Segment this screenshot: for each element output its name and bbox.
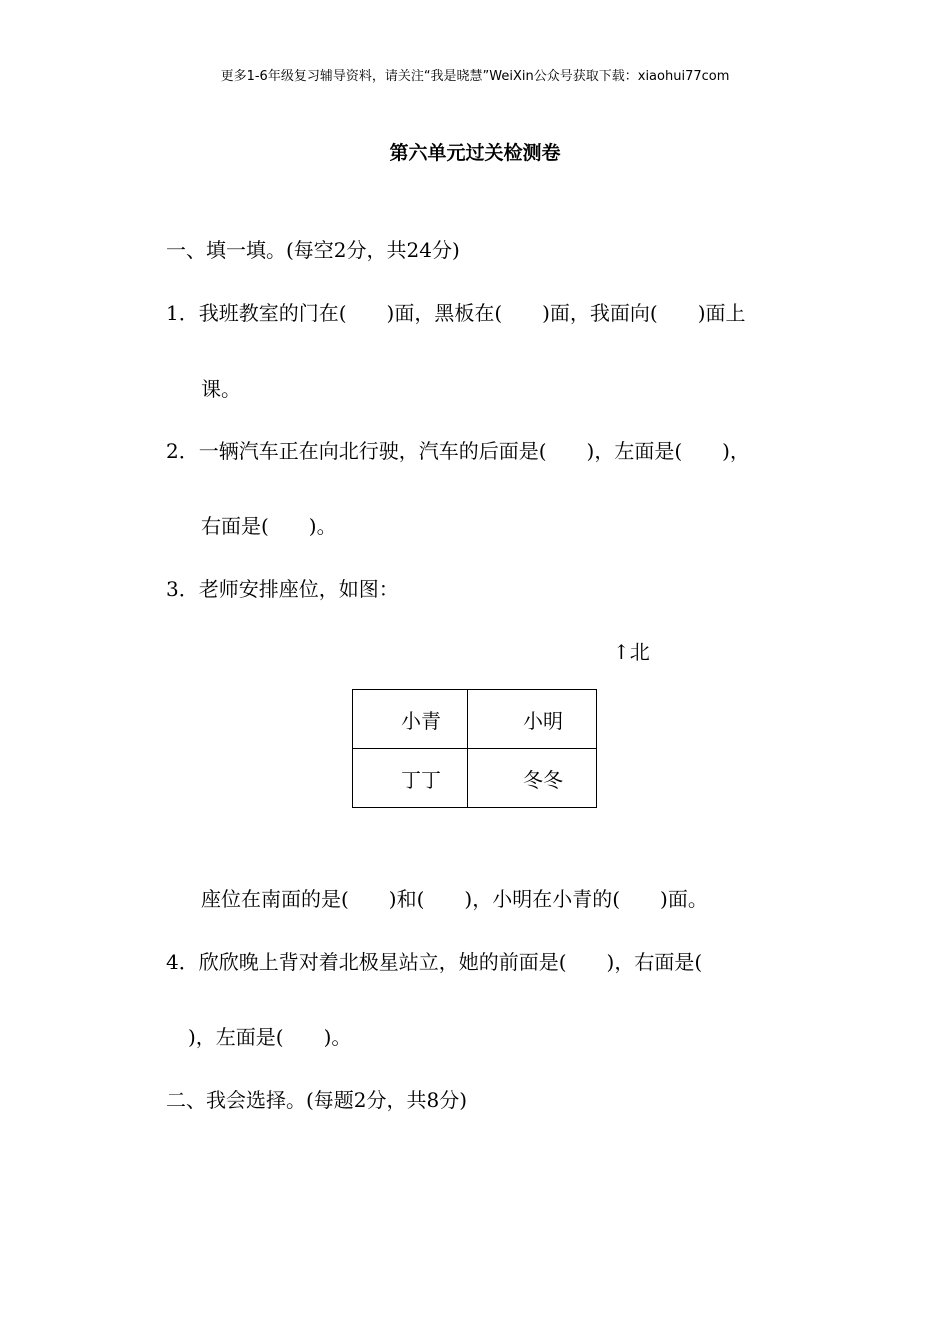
page-title: 第六单元过关检测卷 bbox=[389, 142, 561, 164]
seat-cell: 小明 bbox=[468, 690, 597, 749]
section2-heading: 二、我会选择。(每题2分，共8分) bbox=[166, 1088, 468, 1112]
question2-line1: 2．一辆汽车正在向北行驶，汽车的后面是( )，左面是( )， bbox=[166, 439, 750, 463]
question3-prompt: 座位在南面的是( )和( )，小明在小青的( )面。 bbox=[201, 887, 708, 911]
seat-cell: 小青 bbox=[353, 690, 468, 749]
question4-line1: 4．欣欣晚上背对着北极星站立，她的前面是( )，右面是( bbox=[166, 950, 703, 974]
seating-row bbox=[353, 690, 597, 749]
section1-heading: 一、填一填。(每空2分，共24分) bbox=[166, 238, 460, 262]
question1-line2: 课。 bbox=[201, 377, 241, 401]
seat-cell: 丁丁 bbox=[353, 749, 468, 808]
question1-line1: 1．我班教室的门在( )面，黑板在( )面，我面向( )面上 bbox=[166, 301, 746, 325]
seating-row bbox=[353, 749, 597, 808]
header-note: 更多1-6年级复习辅导资料，请关注“我是晓慧”WeiXin公众号获取下载：xiaohui77com bbox=[220, 69, 730, 84]
seating-table bbox=[352, 689, 597, 808]
north-arrow-label: ↑北 bbox=[613, 640, 650, 664]
seat-cell: 冬冬 bbox=[468, 749, 597, 808]
question2-line2: 右面是( )。 bbox=[201, 514, 337, 538]
question3-line1: 3．老师安排座位，如图： bbox=[166, 577, 399, 601]
question4-line2: )，左面是( )。 bbox=[188, 1025, 352, 1049]
